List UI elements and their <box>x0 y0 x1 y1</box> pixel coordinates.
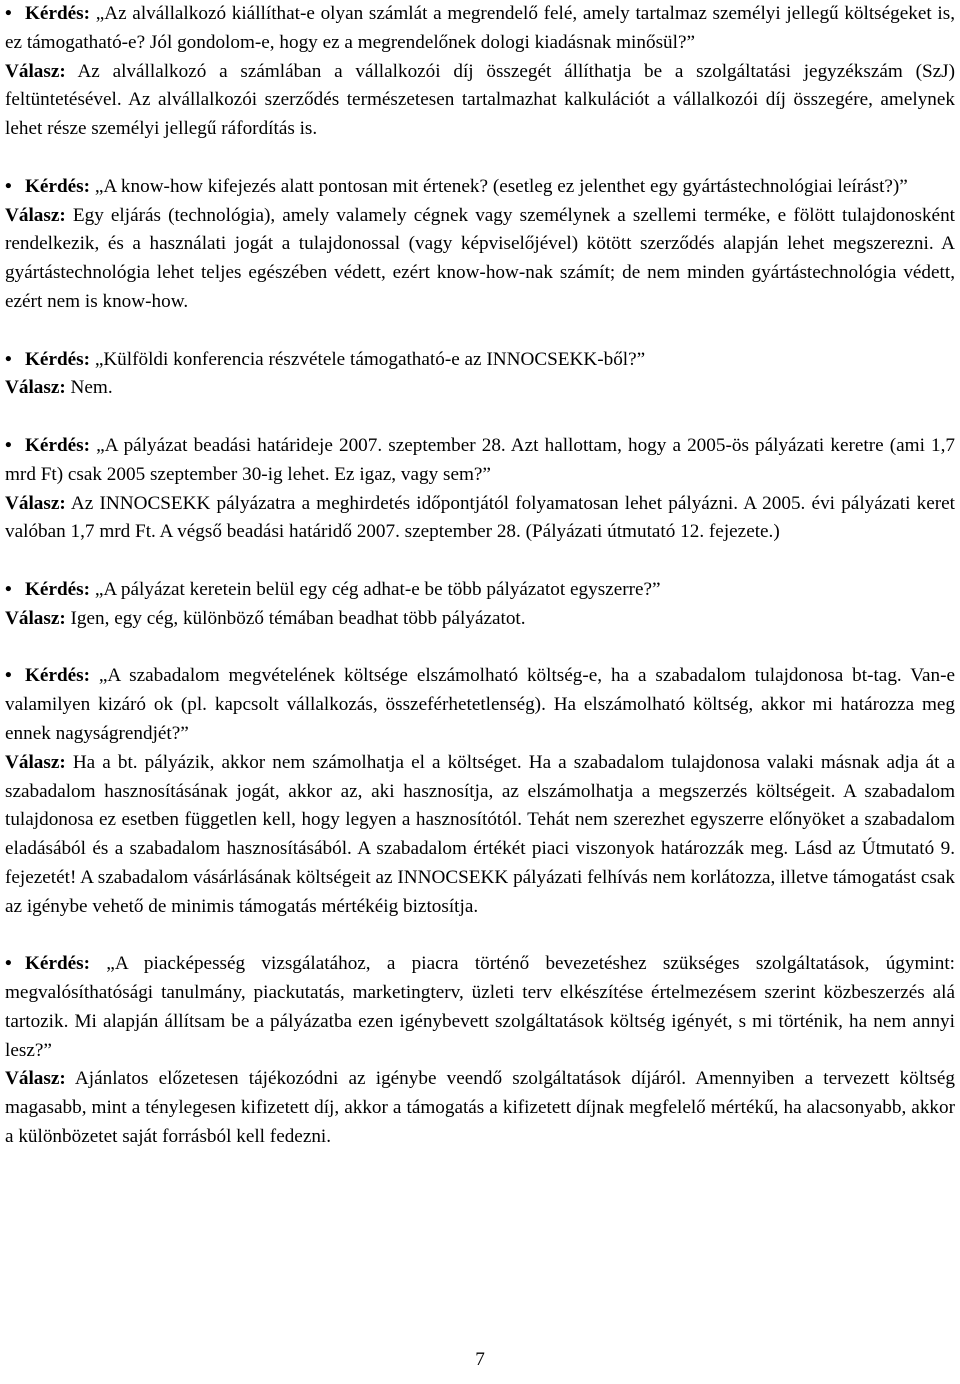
bullet-icon: • <box>5 434 12 456</box>
qa-item <box>5 432 955 547</box>
question-label: Kérdés: <box>25 348 91 370</box>
question-label: Kérdés: <box>25 3 91 24</box>
question-label: Kérdés: <box>25 953 91 975</box>
page-number: 7 <box>475 1349 485 1370</box>
question-text: „A pályázat keretein belül egy cég adhat-e be több pályázatot egyszerre?” <box>94 578 661 600</box>
question-text: „A know-how kifejezés alatt pontosan mit értenek? (esetleg ez jelenthet egy gyártástechnológiai leírást?)” <box>94 175 908 197</box>
answer-text: Ha a bt. pályázik, akkor nem számolhatja el a költséget. Ha a szabadalom tulajdonosa valaki másnak adja át a szabadalom hasznosításának jogát, akkor az, aki hasznosítja, az elszámolhatja a megszerzés költségeit. A szabadalom tulajdonosa ez esetben független kell, hogy legyen a hasznosítótól. Tehát nem szerezhet egyszerre előnyöket a szabadalom eladásából és a szabadalom hasznosításából. A szabadalom értékét piaci viszonyok határozzák meg. Lásd az Útmutató 9. fejezetét! A szabadalom vásárlásának költségeit az INNOCSEKK pályázati felhívás nem korlátozza, illetve támogatást csak az igénybe vehető de minimis támogatás mértékéig biztosítja. <box>5 751 955 917</box>
question-text: „A piacképesség vizsgálatához, a piacra történő bevezetéshez szükséges szolgáltatások, úgymint: megvalósíthatósági tanulmány, piackutatás, marketingterv, üzleti terv elkészítése értelmezésem szerint közbeszerzés alá tartozik. Mi alapján állítsam be a pályázatba ezen igénybevett szolgáltatások költség igényét, s mi történik, ha nem annyi lesz?” <box>5 953 955 1061</box>
qa-item <box>5 662 955 921</box>
question-text: „Az alvállalkozó kiállíthat-e olyan számlát a megrendelő felé, amely tartalmaz személyi jellegű költségeket is, ez támogatható-e? Jól gondolom-e, hogy ez a megrendelőnek dologi kiadásnak minősül?” <box>5 3 956 53</box>
answer-paragraph <box>5 749 955 922</box>
answer-label: Válasz: <box>5 751 66 773</box>
question-text: „Külföldi konferencia részvétele támogatható-e az INNOCSEKK-ből?” <box>94 348 646 370</box>
answer-text: Igen, egy cég, különböző témában beadhat több pályázatot. <box>70 607 526 629</box>
answer-text: Nem. <box>70 377 113 399</box>
bullet-icon: • <box>5 348 12 370</box>
bullet-icon: • <box>5 953 12 975</box>
answer-label: Válasz: <box>5 1068 66 1090</box>
question-paragraph <box>5 432 955 490</box>
answer-paragraph <box>5 202 955 317</box>
answer-label: Válasz: <box>5 60 66 82</box>
question-paragraph <box>5 576 955 605</box>
answer-label: Válasz: <box>5 607 66 629</box>
answer-label: Válasz: <box>5 204 66 226</box>
answer-label: Válasz: <box>5 492 66 514</box>
bullet-icon: • <box>5 175 12 197</box>
question-text: „A pályázat beadási határideje 2007. szeptember 28. Azt hallottam, hogy a 2005-ös pályázati keretre (ami 1,7 mrd Ft) csak 2005 szeptember 30-ig lehet. Ez igaz, vagy sem?” <box>5 434 955 485</box>
qa-item <box>5 346 955 404</box>
spacer <box>5 547 955 576</box>
question-label: Kérdés: <box>25 665 91 687</box>
qa-item <box>5 173 955 317</box>
question-label: Kérdés: <box>25 578 91 600</box>
answer-text: Egy eljárás (technológia), amely valamely cégnek vagy személynek a szellemi terméke, e fölött tulajdonosként rendelkezik, és a használati jogát a tulajdonossal (vagy képviselőjével) kötött szerződés alapján lehet megszerezni. A gyártástechnológia lehet teljes egészében védett, ezért know-how-nak számít; de nem minden gyártástechnológia védett, ezért nem is know-how. <box>5 204 955 312</box>
answer-text: Az alvállalkozó a számlában a vállalkozói díj összegét állíthatja be a szolgáltatási jegyzékszám (SzJ) feltüntetésével. Az alvállalkozói szerződés természetesen tartalmazhat kalkulációt a vállalkozói díj összegére, amelynek lehet része személyi jellegű ráfordítás is. <box>5 60 955 140</box>
question-text: „A szabadalom megvételének költsége elszámolható költség-e, ha a szabadalom tulajdonosa bt-tag. Van-e valamilyen kizáró ok (pl. kapcsolt vállalkozás, összeférhetetlenség). Ha elszámolható költség, akkor mi határozza meg ennek nagyságrendjét?” <box>5 665 955 744</box>
spacer <box>5 634 955 663</box>
answer-paragraph <box>5 374 955 403</box>
document-page <box>5 0 955 1152</box>
question-label: Kérdés: <box>25 434 91 456</box>
question-paragraph <box>5 346 955 375</box>
bullet-icon: • <box>5 3 12 24</box>
answer-paragraph <box>5 490 955 548</box>
answer-paragraph <box>5 1065 955 1151</box>
answer-paragraph <box>5 58 955 144</box>
spacer <box>5 922 955 951</box>
answer-text: Ajánlatos előzetesen tájékozódni az igénybe veendő szolgáltatások díjáról. Amennyiben a tervezett költség magasabb, mint a ténylegesen kifizetett díj, akkor a támogatás a kifizetett díjnak megfelelő mértékű, ha alacsonyabb, akkor a különbözetet saját forrásból kell fedezni. <box>5 1068 955 1148</box>
question-paragraph <box>5 173 955 202</box>
question-paragraph <box>5 950 955 1065</box>
spacer <box>5 403 955 432</box>
qa-item <box>5 576 955 634</box>
answer-label: Válasz: <box>5 377 66 399</box>
question-paragraph <box>5 0 955 58</box>
qa-item <box>5 0 955 144</box>
bullet-icon: • <box>5 578 12 600</box>
question-paragraph <box>5 662 955 748</box>
bullet-icon: • <box>5 665 12 687</box>
spacer <box>5 317 955 346</box>
question-label: Kérdés: <box>25 175 91 197</box>
qa-item <box>5 950 955 1152</box>
answer-text: Az INNOCSEKK pályázatra a meghirdetés időpontjától folyamatosan lehet pályázni. A 2005. évi pályázati keret valóban 1,7 mrd Ft. A végső beadási határidő 2007. szeptember 28. (Pályázati útmutató 12. fejezete.) <box>5 492 955 543</box>
answer-paragraph <box>5 605 955 634</box>
spacer <box>5 144 955 173</box>
